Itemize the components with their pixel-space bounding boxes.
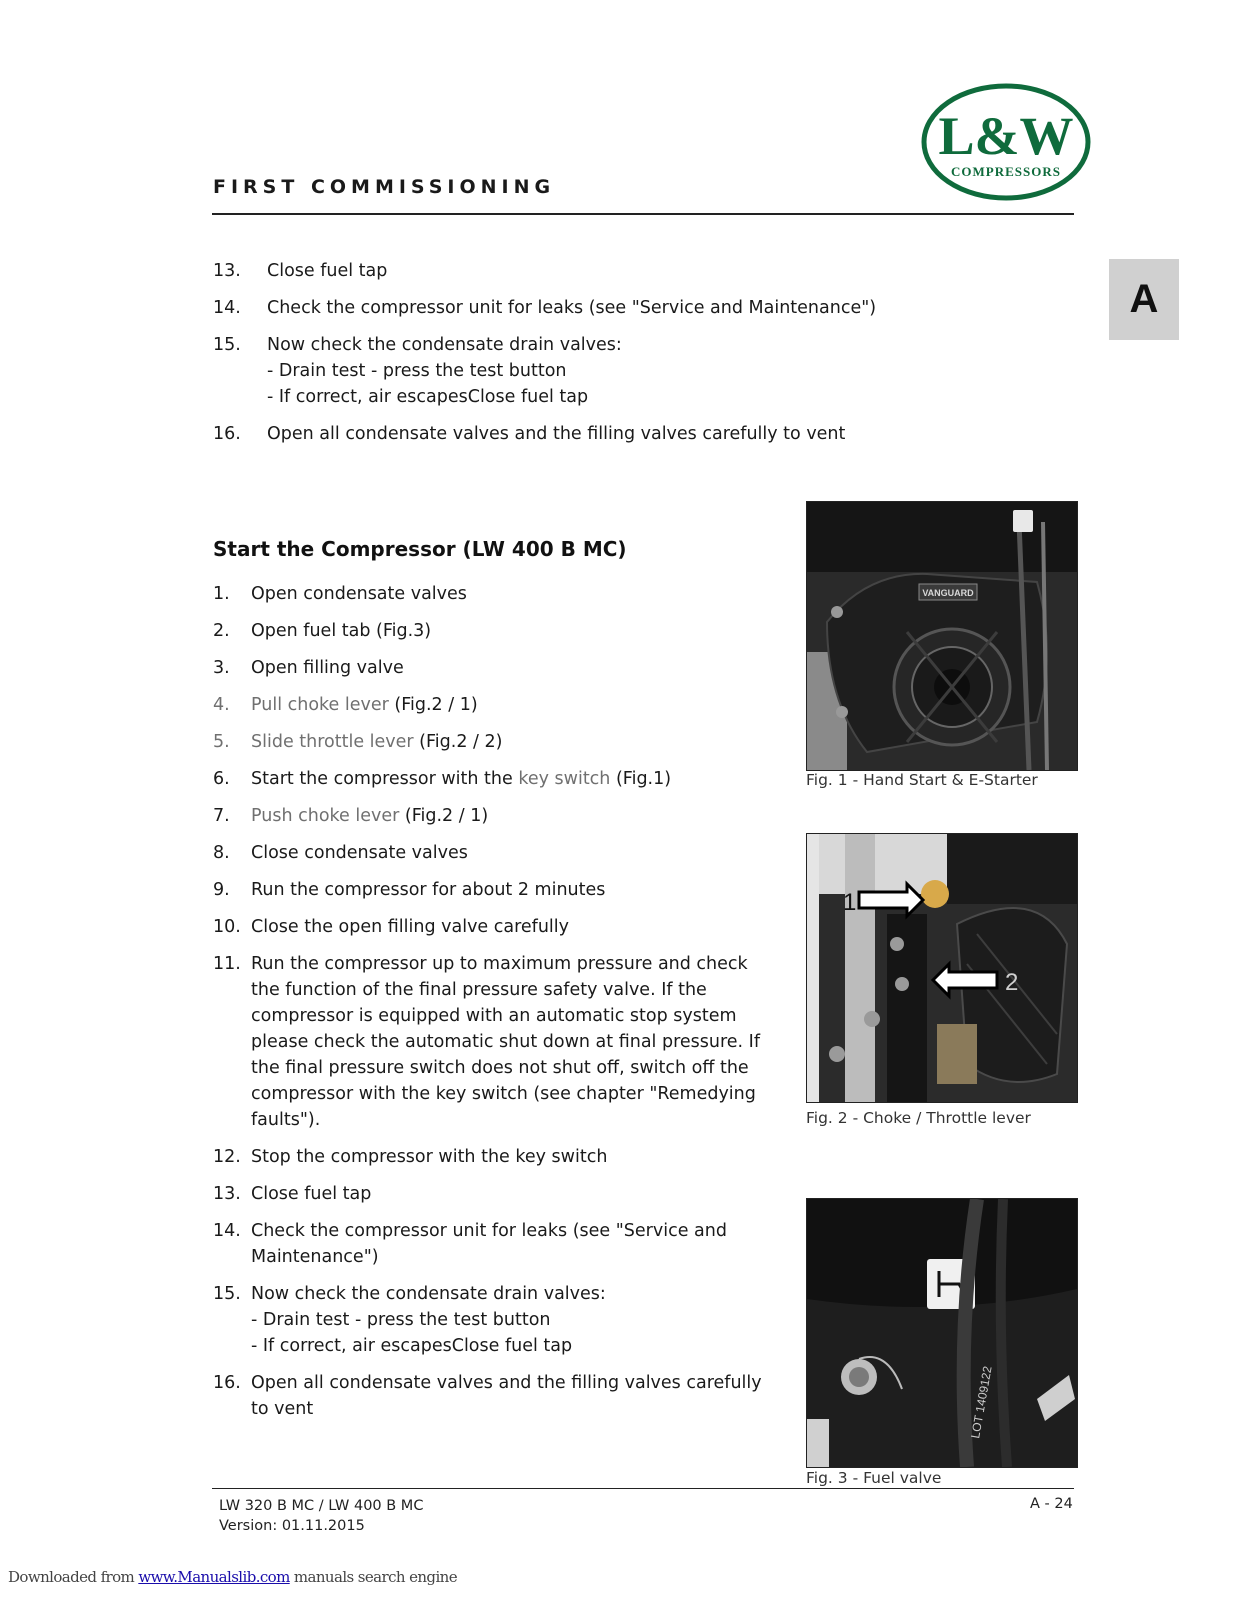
- step-number: 11.: [213, 954, 241, 974]
- list-item: [213, 729, 773, 755]
- step-text-muted: Pull choke lever: [251, 695, 389, 715]
- page-number: A - 24: [1030, 1496, 1073, 1512]
- list-item: [213, 655, 773, 681]
- page-title: FIRST COMMISSIONING: [213, 176, 556, 198]
- step-number: 13.: [213, 1184, 241, 1204]
- manualslib-link[interactable]: www.Manualslib.com: [138, 1568, 290, 1586]
- step-text: (Fig.2 / 2): [413, 732, 503, 752]
- step-text: (Fig.2 / 1): [399, 806, 489, 826]
- step-subtext: - If correct, air escapesClose fuel tap: [267, 387, 589, 407]
- fig2-label-2: 2: [1005, 969, 1019, 996]
- list-item: [213, 877, 773, 903]
- logo-sub-text: COMPRESSORS: [951, 164, 1061, 179]
- list-item: [213, 421, 913, 447]
- step-number: 13.: [213, 261, 241, 281]
- list-item: [213, 803, 773, 829]
- step-number: 14.: [213, 1221, 241, 1241]
- list-item: [213, 951, 773, 1133]
- step-text: Check the compressor unit for leaks (see "Service and Maintenance"): [251, 1221, 727, 1267]
- step-number: 4.: [213, 695, 230, 715]
- footer-version: Version: 01.11.2015: [219, 1518, 365, 1534]
- step-subtext: - Drain test - press the test button: [267, 361, 567, 381]
- step-text: Close condensate valves: [251, 843, 468, 863]
- step-number: 16.: [213, 424, 241, 444]
- download-prefix: Downloaded from: [8, 1568, 139, 1586]
- list-item: [213, 1181, 773, 1207]
- step-text: Stop the compressor with the key switch: [251, 1147, 608, 1167]
- step-number: 15.: [213, 1284, 241, 1304]
- list-item: [213, 692, 773, 718]
- company-logo: [920, 82, 1092, 202]
- step-text-muted: Push choke lever: [251, 806, 400, 826]
- step-number: 9.: [213, 880, 230, 900]
- step-text: Close fuel tap: [251, 1184, 372, 1204]
- list-item: [213, 258, 913, 284]
- step-text: Open condensate valves: [251, 584, 467, 604]
- download-suffix: manuals search engine: [289, 1568, 457, 1586]
- fig3-hose-text: LOT 1409122: [968, 1365, 995, 1440]
- figure-2-photo: [806, 833, 1078, 1103]
- list-item: [213, 618, 773, 644]
- step-text-muted: Slide throttle lever: [251, 732, 414, 752]
- figure-2-caption: Fig. 2 - Choke / Throttle lever: [806, 1109, 1031, 1127]
- list-item: [213, 295, 913, 321]
- footer-model: LW 320 B MC / LW 400 B MC: [219, 1498, 424, 1514]
- header-divider: [212, 213, 1074, 215]
- step-number: 14.: [213, 298, 241, 318]
- footer-info: [219, 1496, 423, 1536]
- step-number: 3.: [213, 658, 230, 678]
- logo-main-text: L&W: [938, 106, 1074, 166]
- step-text: Close fuel tap: [267, 261, 388, 281]
- list-item: [213, 1281, 773, 1359]
- list-item: [213, 914, 773, 940]
- figure-1-caption: Fig. 1 - Hand Start & E-Starter: [806, 771, 1038, 789]
- list-item: [213, 1218, 773, 1270]
- step-number: 15.: [213, 335, 241, 355]
- step-text: Start the compressor with the: [251, 769, 519, 789]
- fig2-label-1: 1: [843, 889, 857, 916]
- step-number: 6.: [213, 769, 230, 789]
- list-item: [213, 1370, 773, 1422]
- step-text: Now check the condensate drain valves:: [267, 335, 622, 355]
- list-item: [213, 332, 913, 410]
- step-text-muted: key switch: [518, 769, 611, 789]
- step-subtext: - If correct, air escapesClose fuel tap: [251, 1336, 573, 1356]
- step-text: (Fig.2 / 1): [388, 695, 478, 715]
- step-number: 10.: [213, 917, 241, 937]
- step-number: 2.: [213, 621, 230, 641]
- step-number: 8.: [213, 843, 230, 863]
- step-text: Check the compressor unit for leaks (see "Service and Maintenance"): [267, 298, 877, 318]
- step-text: Open fuel tab (Fig.3): [251, 621, 432, 641]
- figure-3-caption: Fig. 3 - Fuel valve: [806, 1469, 942, 1487]
- chapter-tab: A: [1109, 259, 1179, 340]
- download-notice: [8, 1568, 457, 1586]
- section-heading: Start the Compressor (LW 400 B MC): [213, 537, 627, 561]
- step-text: Open all condensate valves and the filling valves carefully to vent: [251, 1373, 762, 1419]
- step-text: Open filling valve: [251, 658, 404, 678]
- step-number: 1.: [213, 584, 230, 604]
- step-text: Run the compressor up to maximum pressure and check the function of the final pressure safety valve. If the compressor is equipped with an automatic stop system please check the automatic shut down at final pressure. If the final pressure switch does not shut off, switch off the compressor with the key switch (see chapter "Remedying faults").: [251, 954, 761, 1130]
- step-number: 5.: [213, 732, 230, 752]
- engine-badge-text: VANGUARD: [922, 588, 974, 598]
- list-item: [213, 1144, 773, 1170]
- step-number: 16.: [213, 1373, 241, 1393]
- step-text: (Fig.1): [610, 769, 672, 789]
- step-text: Run the compressor for about 2 minutes: [251, 880, 606, 900]
- list-item: [213, 581, 773, 607]
- top-steps-list: [213, 258, 913, 458]
- figure-3-photo: [806, 1198, 1078, 1468]
- step-number: 7.: [213, 806, 230, 826]
- step-text: Now check the condensate drain valves:: [251, 1284, 606, 1304]
- list-item: [213, 766, 773, 792]
- start-steps-list: [213, 581, 773, 1433]
- list-item: [213, 840, 773, 866]
- step-text: Close the open filling valve carefully: [251, 917, 570, 937]
- footer-divider: [212, 1488, 1074, 1489]
- step-text: Open all condensate valves and the filling valves carefully to vent: [267, 424, 846, 444]
- step-subtext: - Drain test - press the test button: [251, 1310, 551, 1330]
- step-number: 12.: [213, 1147, 241, 1167]
- figure-1-photo: [806, 501, 1078, 771]
